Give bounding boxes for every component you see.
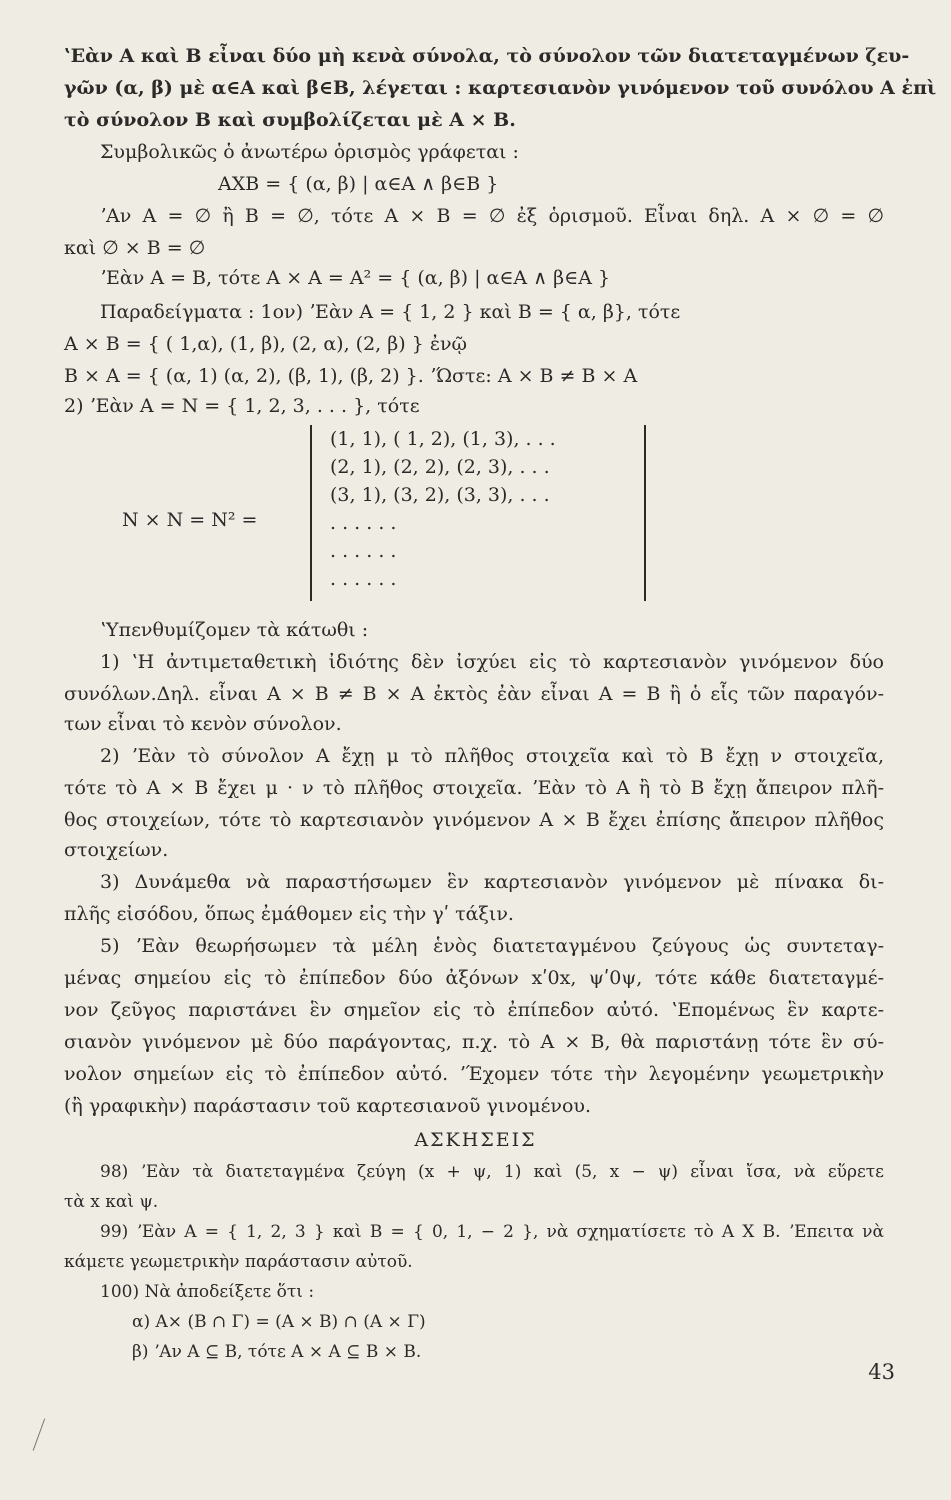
text-line: καὶ ∅ × Β = ∅ <box>64 237 206 259</box>
text-line: ʽΕὰν Α καὶ Β εἶναι δύο μὴ κενὰ σύνολα, τὸ σύνολον τῶν διατεταγμένων ζευ- <box>64 45 910 67</box>
exercise-line: κάμετε γεωμετρικὴν παράστασιν αὐτοῦ. <box>64 1252 413 1272</box>
text-line: ʽΥπενθυμίζομεν τὰ κάτωθι : <box>100 619 369 641</box>
exercise-line: 99) ʼΕὰν Α = { 1, 2, 3 } καὶ Β = { 0, 1, − 2 }, νὰ σχηματίσετε τὸ Α Χ Β. ʼΕπειτα νὰ <box>100 1222 884 1242</box>
text-line: των εἶναι τὸ κενὸν σύνολον. <box>64 713 342 735</box>
exercise-line: 98) ʼΕὰν τὰ διατεταγμένα ζεύγη (x + ψ, 1) καὶ (5, x − ψ) εἶναι ἴσα, νὰ εὕρετε <box>100 1162 884 1182</box>
text-line: Συμβολικῶς ὁ ἀνωτέρω ὁρισμὸς γράφεται : <box>100 141 519 163</box>
text-line: τότε τὸ Α × Β ἔχει μ · ν τὸ πλῆθος στοιχεῖα. ʼΕὰν τὸ Α ἢ τὸ Β ἔχῃ ἄπειρον πλῆ- <box>64 777 884 799</box>
text-line: 3) Δυνάμεθα νὰ παραστήσωμεν ἓν καρτεσιανὸν γινόμενον μὲ πίνακα δι- <box>100 871 884 893</box>
matrix-row: (2, 1), (2, 2), (2, 3), . . . <box>330 456 550 478</box>
text-line: πλῆς εἰσόδου, ὅπως ἐμάθομεν εἰς τὴν γʹ τάξιν. <box>64 903 514 925</box>
matrix-row: . . . . . . <box>330 568 397 590</box>
text-line: 2) ʼΕὰν Α = Ν = { 1, 2, 3, . . . }, τότε <box>64 395 420 417</box>
examples-heading-line: Παραδείγματα : 1ον) ʼΕὰν Α = { 1, 2 } καὶ Β = { α, β}, τότε <box>100 301 681 323</box>
pairs-matrix <box>310 425 646 601</box>
text-line: σιανὸν γινόμενον μὲ δύο παράγοντας, π.χ. τὸ Α × Β, θὰ παριστάνῃ τότε ἓν σύ- <box>64 1031 884 1053</box>
text-line: θος στοιχείων, τότε τὸ καρτεσιανὸν γινόμενον Α × Β ἔχει ἐπίσης ἄπειρον πλῆθος <box>64 809 884 831</box>
text-line: μένας σημείου εἰς τὸ ἐπίπεδον δύο ἀξόνων xʹ0x, ψʹ0ψ, τότε κάθε διατεταγμέ- <box>64 967 884 989</box>
pencil-mark <box>33 1418 59 1455</box>
text-line: γῶν (α, β) μὲ α∈Α καὶ β∈Β, λέγεται : καρτεσιανὸν γινόμενον τοῦ συνόλου Α ἐπὶ <box>64 77 937 99</box>
formula-line: ΑΧΒ = { (α, β) | α∈Α ∧ β∈Β } <box>218 173 499 195</box>
text-line: συνόλων.Δηλ. εἶναι Α × Β ≠ Β × Α ἐκτὸς ἐὰν εἶναι Α = Β ἢ ὁ εἷς τῶν παραγόν- <box>64 683 884 705</box>
text-line: (ἢ γραφικὴν) παράστασιν τοῦ καρτεσιανοῦ γινομένου. <box>64 1095 592 1117</box>
text-line: τὸ σύνολον Β καὶ συμβολίζεται μὲ Α × Β. <box>64 109 516 131</box>
exercise-line: α) Α× (Β ∩ Γ) = (Α × Β) ∩ (Α × Γ) <box>132 1312 426 1332</box>
exercises-title: ΑΣΚΗΣΕΙΣ <box>414 1129 537 1151</box>
matrix-row: . . . . . . <box>330 540 397 562</box>
exercise-line: τὰ x καὶ ψ. <box>64 1192 159 1212</box>
text-line: στοιχείων. <box>64 839 169 861</box>
matrix-row: (1, 1), ( 1, 2), (1, 3), . . . <box>330 428 556 450</box>
text-line: Α × Β = { ( 1,α), (1, β), (2, α), (2, β) } ἐνῷ <box>64 333 468 355</box>
matrix-row: (3, 1), (3, 2), (3, 3), . . . <box>330 484 550 506</box>
text-line: νολον σημείων εἰς τὸ ἐπίπεδον αὐτό. ʼΈχομεν τότε τὴν λεγομένην γεωμετρικὴν <box>64 1063 884 1085</box>
text-line: Β × Α = { (α, 1) (α, 2), (β, 1), (β, 2) }. ʼΏστε: Α × Β ≠ Β × Α <box>64 365 638 387</box>
text-line: νον ζεῦγος παριστάνει ἓν σημεῖον εἰς τὸ ἐπίπεδον αὐτό. ʽΕπομένως ἓν καρτε- <box>64 999 884 1021</box>
exercise-line: β) ʼΑν Α ⊆ Β, τότε Α × Α ⊆ Β × Β. <box>132 1342 422 1362</box>
text-line: 5) ʼΕὰν θεωρήσωμεν τὰ μέλη ἑνὸς διατεταγμένου ζεύγους ὡς συντεταγ- <box>100 935 884 957</box>
text-line: 1) ʽΗ ἀντιμεταθετικὴ ἰδιότης δὲν ἰσχύει εἰς τὸ καρτεσιανὸν γινόμενον δύο <box>100 651 884 673</box>
matrix-lhs: Ν × Ν = Ν² = <box>122 509 258 531</box>
text-line: ʼΕὰν Α = Β, τότε Α × Α = Α² = { (α, β) | α∈Α ∧ β∈Α } <box>100 267 611 289</box>
text-line: ʼΑν Α = ∅ ἢ Β = ∅, τότε Α × Β = ∅ ἐξ ὁρισμοῦ. Εἶναι δηλ. Α × ∅ = ∅ <box>100 205 884 227</box>
text-line: 2) ʼΕὰν τὸ σύνολον Α ἔχῃ μ τὸ πλῆθος στοιχεῖα καὶ τὸ Β ἔχῃ ν στοιχεῖα, <box>100 745 884 767</box>
matrix-row: . . . . . . <box>330 512 397 534</box>
exercise-line: 100) Νὰ ἀποδείξετε ὅτι : <box>100 1282 315 1302</box>
page-number: 43 <box>868 1360 895 1384</box>
